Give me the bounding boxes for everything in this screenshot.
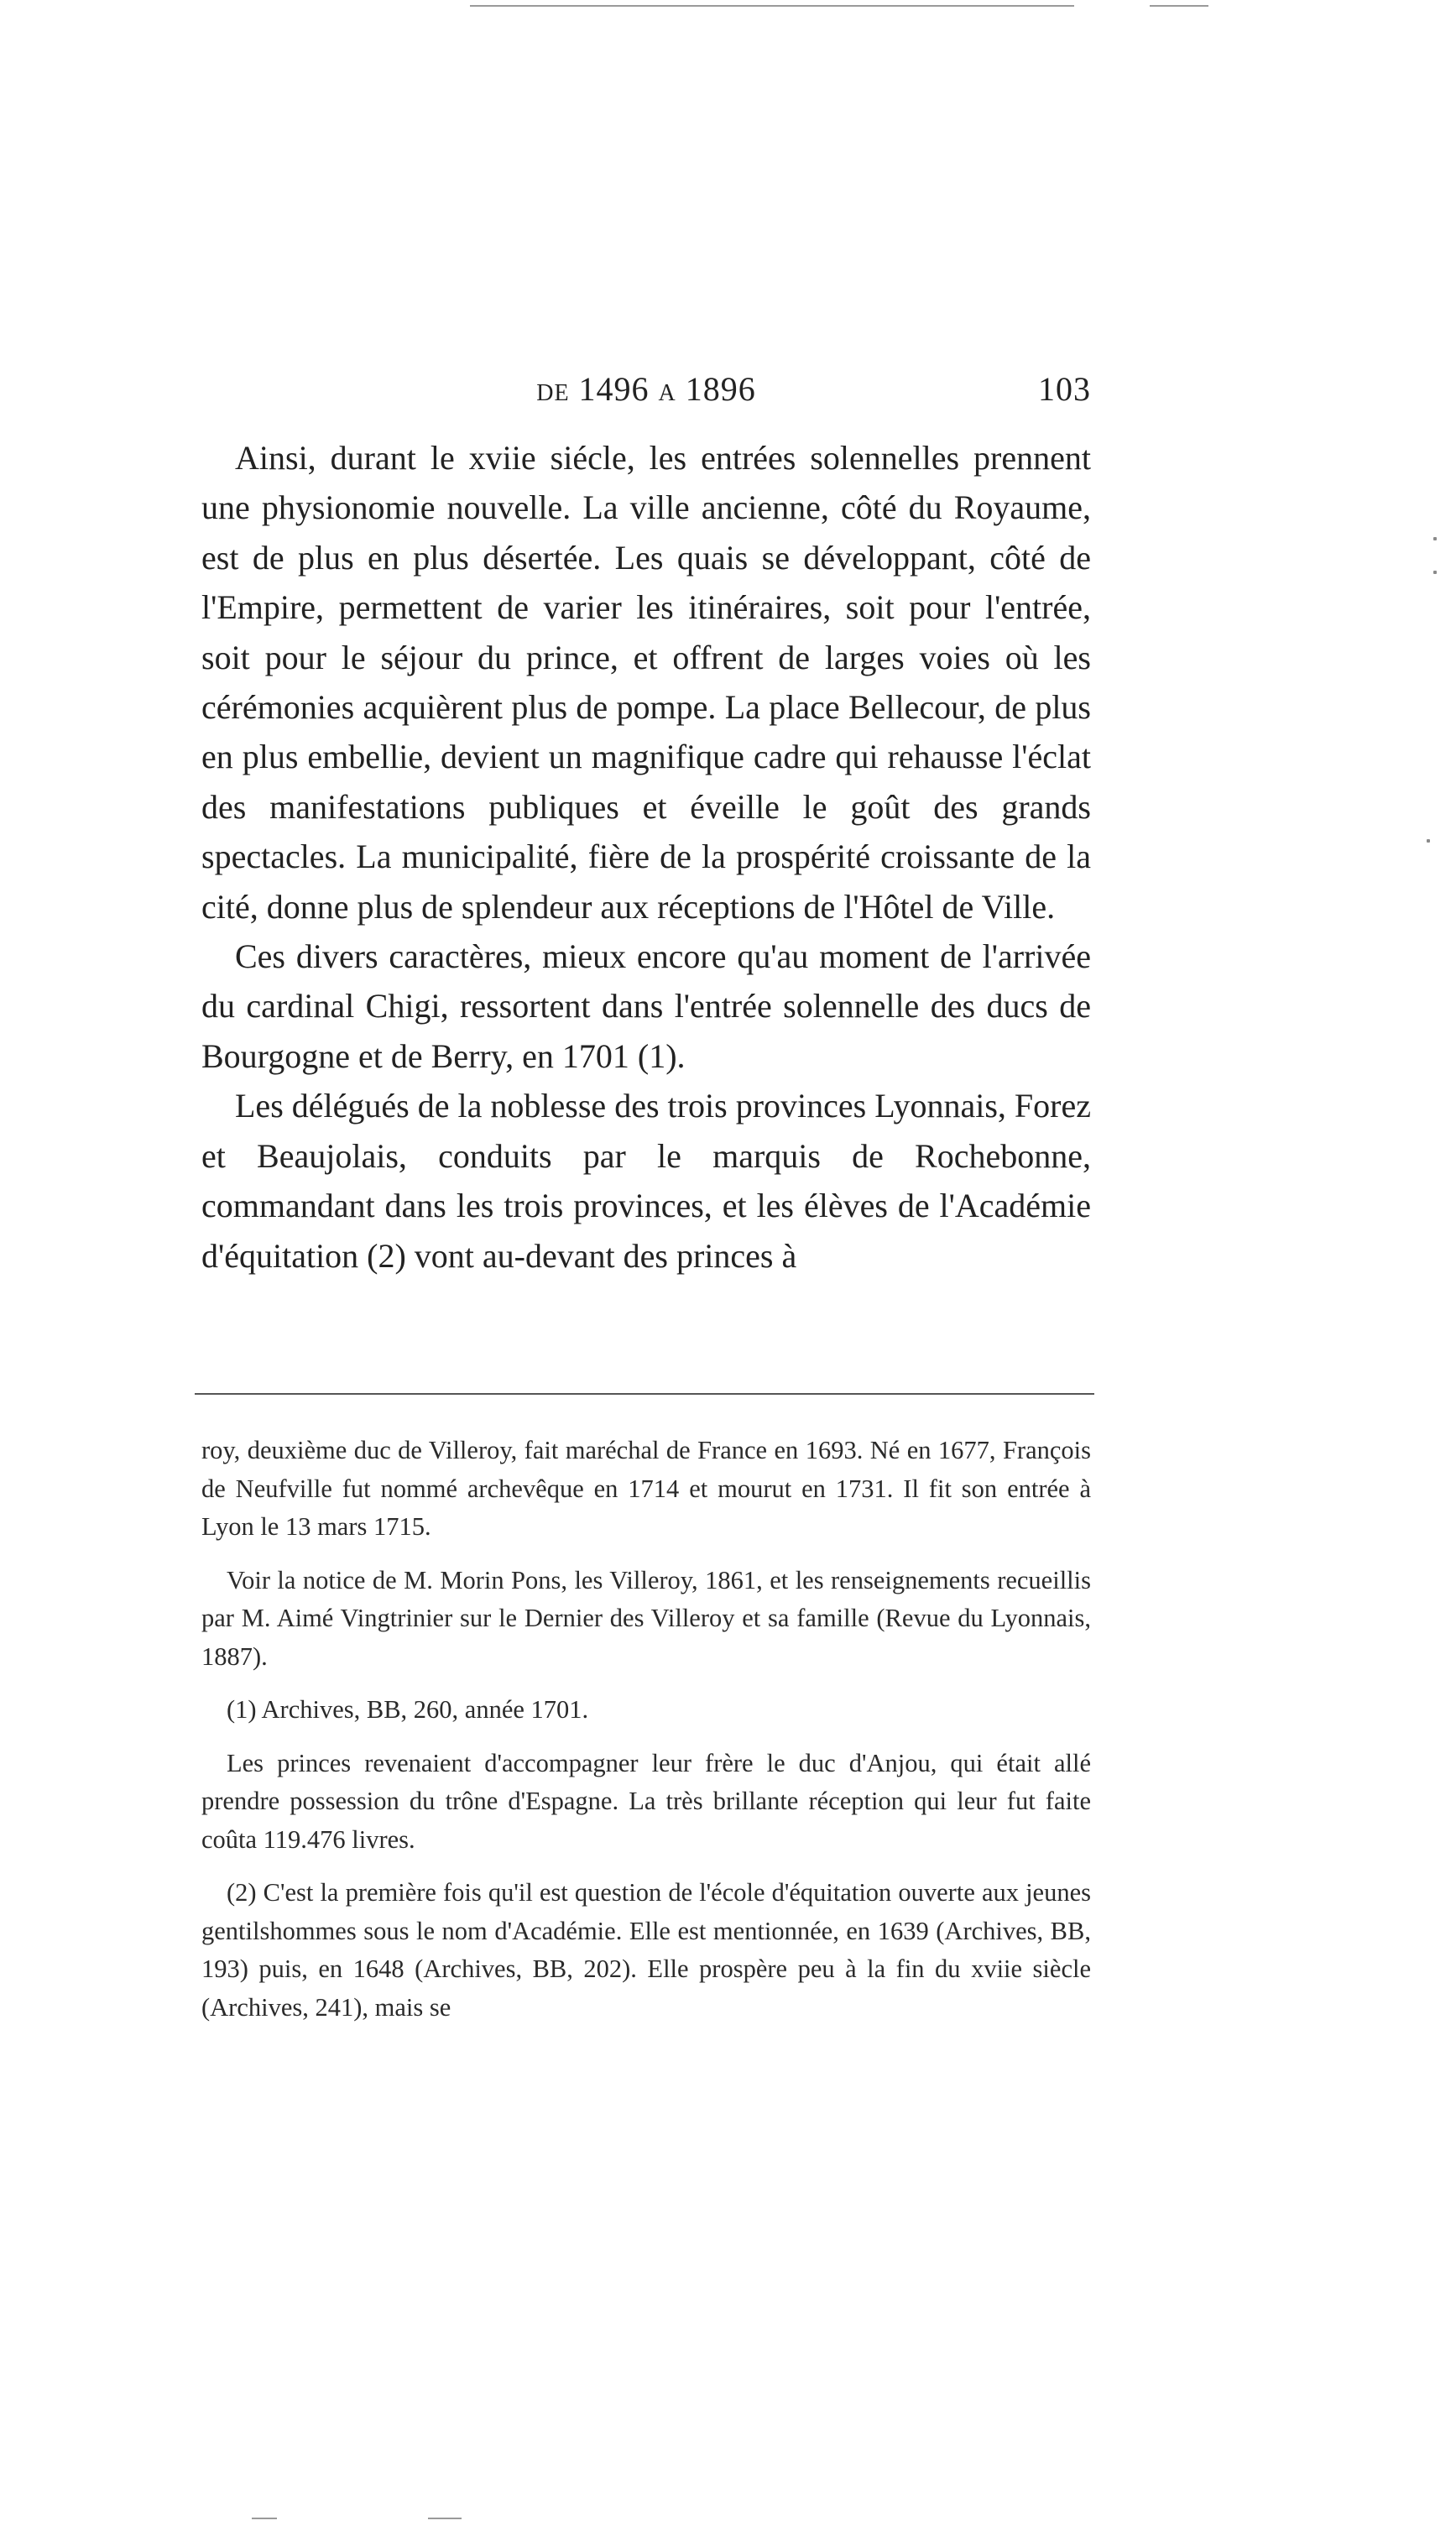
footnote-villeroy: Voir la notice de M. Morin Pons, les Villeroy, 1861, et les renseignements recueillis par M. Aimé Vingtrinier sur le Dernier des Villeroy et sa famille (Revue du Lyonnais, 1887). xyxy=(201,1565,1091,1671)
scan-artifact-bottom xyxy=(252,2518,277,2519)
scan-speck xyxy=(1433,571,1437,574)
footnote-2: (2) C'est la première fois qu'il est question de l'école d'équitation ouverte aux jeunes gentilshommes sous le nom d'Académie. Elle est mentionnée, en 1639 (Archives, BB, 193) puis, en 1648 (Archives, BB, 202). Elle prospère peu à la fin du xviie siècle (Archives, 241), mais se xyxy=(201,1878,1091,2022)
scan-speck xyxy=(1427,839,1430,843)
footnotes xyxy=(201,1432,1091,2042)
running-head xyxy=(201,369,1091,420)
footnote-separator xyxy=(195,1393,1094,1395)
scan-artifact-bottom-2 xyxy=(428,2518,462,2519)
paragraph: Ainsi, durant le xviie siécle, les entrées solennelles prennent une physionomie nouvelle. La ville ancienne, côté du Royaume, est de plus en plus désertée. Les quais se développant, côté de l'Empire, permettent de varier les itinéraires, soit pour l'entrée, soit pour le séjour du prince, et offrent de larges voies où les cérémonies acquièrent plus de pompe. La place Bellecour, de plus en plus embellie, devient un magnifique cadre qui rehausse l'éclat des manifestations publiques et éveille le goût des grands spectacles. La municipalité, fière de la prospérité croissante de la cité, donne plus de splendeur aux réceptions de l'Hôtel de Ville. xyxy=(201,439,1091,926)
scan-artifact-top-right xyxy=(1150,5,1208,7)
page-number: 103 xyxy=(1038,370,1091,408)
paragraph: Ces divers caractères, mieux encore qu'au moment de l'arrivée du cardinal Chigi, ressortent dans l'entrée solennelle des ducs de Bourgogne et de Berry, en 1701 (1). xyxy=(201,937,1091,1075)
main-text xyxy=(201,433,1091,1281)
paragraph: Les délégués de la noblesse des trois provinces Lyonnais, Forez et Beaujolais, conduits par le marquis de Rochebonne, commandant dans les trois provinces, et les élèves de l'Académie d'équitation (2) vont au-devant des princes à xyxy=(201,1087,1091,1275)
running-title: de 1496 a 1896 xyxy=(536,370,756,408)
scan-artifact-top xyxy=(470,5,1074,7)
footnote-1-text: Les princes revenaient d'accompagner leur frère le duc d'Anjou, qui était allé prendre possession du trône d'Espagne. La très brillante réception qui leur fut faite coûta 119.476 livres. xyxy=(201,1748,1091,1854)
scan-speck xyxy=(1433,537,1437,540)
footnote-continuation: roy, deuxième duc de Villeroy, fait maréchal de France en 1693. Né en 1677, François de Neufville fut nommé archevêque en 1714 et mourut en 1731. Il fit son entrée à Lyon le 13 mars 1715. xyxy=(201,1436,1091,1541)
footnote-1-ref: (1) Archives, BB, 260, année 1701. xyxy=(227,1695,589,1724)
